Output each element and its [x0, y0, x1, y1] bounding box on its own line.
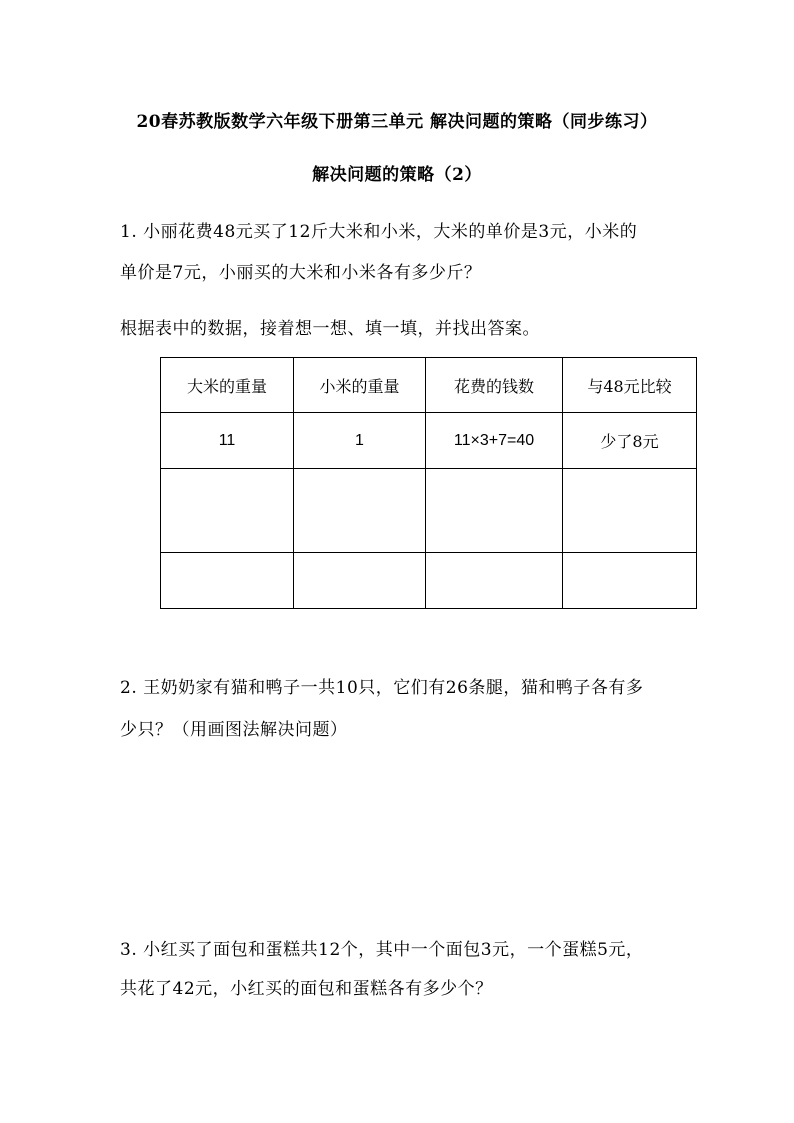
table-cell-blank [294, 553, 426, 609]
question-1-instruction: 根据表中的数据，接着想一想、填一填，并找出答案。 [120, 319, 540, 339]
table-cell-blank [294, 469, 426, 553]
table-cell-blank [426, 469, 563, 553]
table-row [161, 469, 697, 553]
question-3-line-2: 共花了42元，小红买的面包和蛋糕各有多少个？ [120, 979, 493, 999]
table-row [161, 413, 697, 469]
table-row [161, 553, 697, 609]
table-cell: 11 [161, 413, 294, 469]
question-2-line-1: 2. 王奶奶家有猫和鸭子一共10只，它们有26条腿，猫和鸭子各有多 [120, 678, 644, 698]
question-3-line-1: 3. 小红买了面包和蛋糕共12个，其中一个面包3元，一个蛋糕5元， [120, 940, 644, 960]
table-cell-blank [161, 553, 294, 609]
table-cell-blank [161, 469, 294, 553]
table-cell-blank [426, 553, 563, 609]
table-cell-blank [563, 469, 697, 553]
answer-table [160, 357, 697, 609]
header-compare-48: 与48元比较 [563, 358, 697, 413]
table-cell: 1 [294, 413, 426, 469]
table-cell-blank [563, 553, 697, 609]
section-subtitle: 解决问题的策略（2） [312, 165, 482, 185]
document-title: 20春苏教版数学六年级下册第三单元 解决问题的策略（同步练习） [136, 112, 658, 132]
header-money-spent: 花费的钱数 [426, 358, 563, 413]
table-header-row [161, 358, 697, 413]
table-cell: 少了8元 [563, 413, 697, 469]
question-1-line-2: 单价是7元，小丽买的大米和小米各有多少斤？ [120, 263, 482, 283]
table-cell: 11×3+7=40 [426, 413, 563, 469]
header-rice-weight: 大米的重量 [161, 358, 294, 413]
question-2-line-2: 少只？（用画图法解决问题） [120, 720, 348, 740]
header-millet-weight: 小米的重量 [294, 358, 426, 413]
question-1-line-1: 1. 小丽花费48元买了12斤大米和小米，大米的单价是3元，小米的 [120, 222, 638, 242]
